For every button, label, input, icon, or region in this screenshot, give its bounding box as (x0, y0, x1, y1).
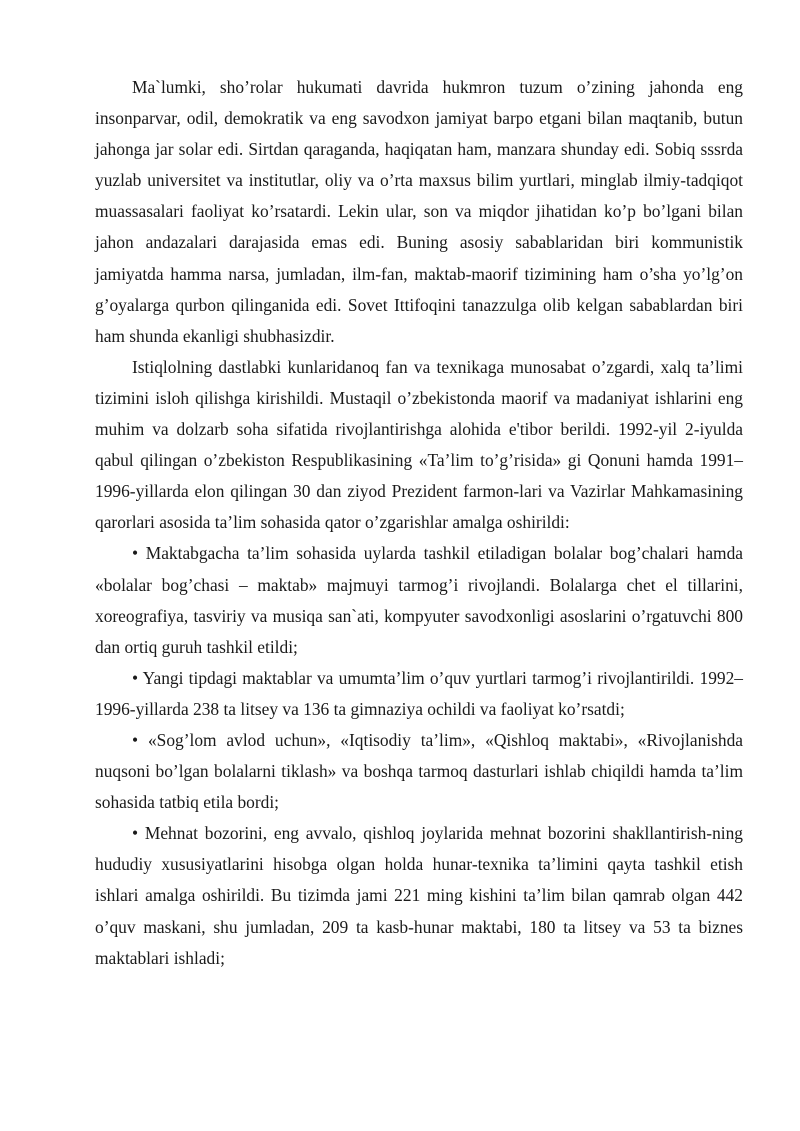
bullet-preschool: • Maktabgacha ta’lim sohasida uylarda tashkil etiladigan bolalar bog’chalari hamda «bolalar bog’chasi – maktab» majmuyi tarmog’i rivojlandi. Bolalarga chet el tillarini, xoreografiya, tasviriy va musiqa san`ati, kompyuter savodxonligi asoslarini o’rgatuvchi 800 dan ortiq guruh tashkil etildi; (95, 543, 743, 657)
bullet-new-schools: • Yangi tipdagi maktablar va umumta’lim o’quv yurtlari tarmog’i rivojlantirildi. 1992–1996-yillarda 238 ta litsey va 136 ta gimnaziya ochildi va faoliyat ko’rsatdi; (95, 667, 743, 719)
bullet-vocational: • Mehnat bozorini, eng avvalo, qishloq joylarida mehnat bozorini shakllantirish-ning hududiy xususiyatlarini hisobga olgan holda hunar-texnika ta’limini qayta tashkil etish ishlari amalga oshirildi. Bu tizimda jami 221 ming kishini ta’lim bilan qamrab olgan 442 o’quv maskani, shu jumladan, 209 ta kasb-hunar maktabi, 180 ta litsey va 53 ta biznes maktablari ishladi; (95, 823, 743, 968)
paragraph-independence: Istiqlolning dastlabki kunlaridanoq fan va texnikaga munosabat o’zgardi, xalq ta’limi tizimini isloh qilishga kirishildi. Mustaqil o’zbekistonda maorif va madaniyat ishlarini eng muhim va dolzarb soha sifatida rivojlantirishga alohida e'tibor berildi. 1992-yil 2-iyulda qabul qilingan o’zbekiston Respublikasining «Ta’lim to’g’risida» gi Qonuni hamda 1991–1996-yillarda elon qilingan 30 dan ziyod Prezident farmon-lari va Vazirlar Mahkamasining qarorlari asosida ta’lim sohasida qator o’zgarishlar amalga oshirildi: (95, 356, 743, 533)
paragraph-intro: Ma`lumki, sho’rolar hukumati davrida hukmron tuzum o’zining jahonda eng insonparvar, odil, demokratik va eng savodxon jamiyat barpo etgani bilan maqtanib, butun jahonga jar solar edi. Sirtdan qaraganda, haqiqatan ham, manzara shunday edi. Sobiq sssrda yuzlab universitet va institutlar, oliy va o’rta maxsus bilim yurtlari, minglab ilmiy-tadqiqot muassasalari faoliyat ko’rsatardi. Lekin ular, son va miqdor jihatidan ko’p bo’lgani bilan jahon andazalari darajasida emas edi. Buning asosiy sabablaridan biri kommunistik jamiyatda hamma narsa, jumladan, ilm-fan, maktab-maorif tizimining ham o’sha yo’lg’on g’oyalarga qurbon qilinganida edi. Sovet Ittifoqini tanazzulga olib kelgan sabablardan biri ham shunda ekanligi shubhasizdir. (95, 77, 743, 346)
document-body (95, 72, 743, 974)
bullet-programs: • «Sog’lom avlod uchun», «Iqtisodiy ta’lim», «Qishloq maktabi», «Rivojlanishda nuqsoni bo’lgan bolalarni tiklash» va boshqa tarmoq dasturlari ishlab chiqildi hamda ta’lim sohasida tatbiq etila bordi; (95, 729, 743, 813)
